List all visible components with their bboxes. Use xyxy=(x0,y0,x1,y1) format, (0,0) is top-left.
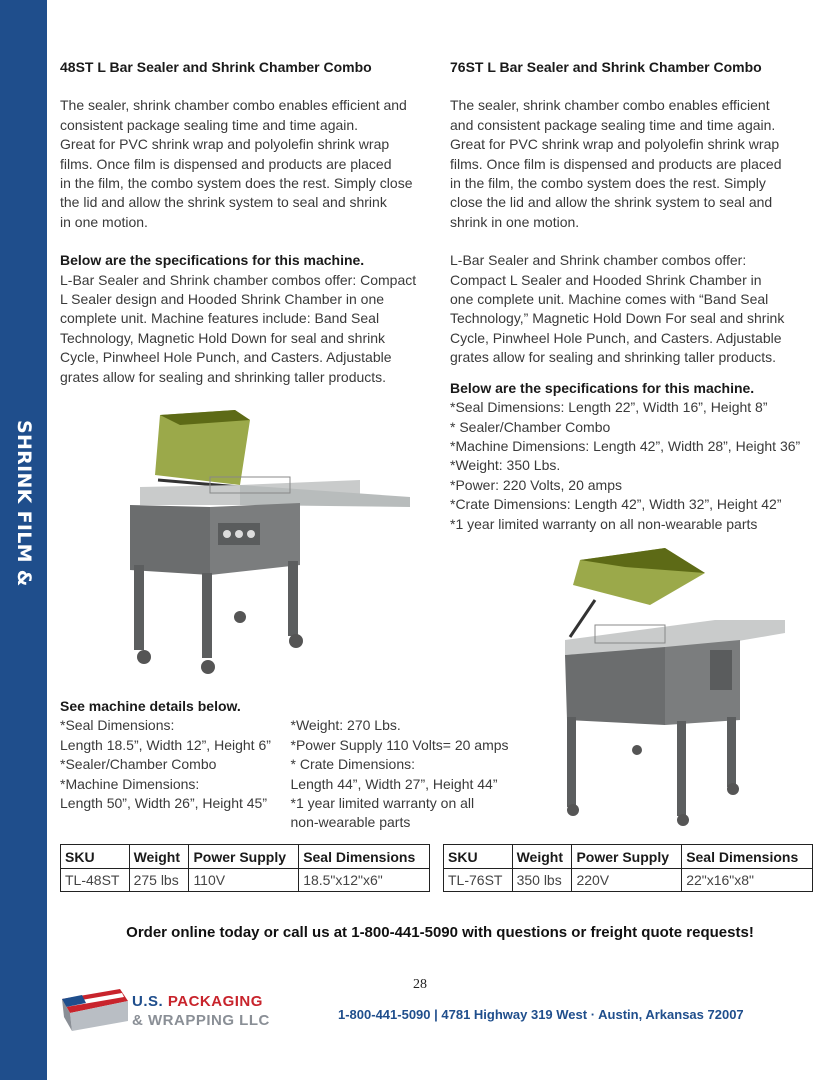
detail-line: Length 44”, Width 27”, Height 44” xyxy=(290,775,498,792)
text-line: L-Bar Sealer and Shrink chamber combos offer: Compact xyxy=(60,271,417,288)
cell-seal: 22"x16"x8" xyxy=(682,869,813,892)
machine-76st-image xyxy=(555,545,815,835)
text-line: close the lid and allow the shrink system to seal and xyxy=(450,194,773,211)
col-seal: Seal Dimensions xyxy=(299,845,430,869)
right-spec-heading: Below are the specifications for this machine. xyxy=(450,379,755,396)
cell-weight: 275 lbs xyxy=(129,869,189,892)
col-power: Power Supply xyxy=(572,845,682,869)
table-row xyxy=(444,869,813,892)
left-intro xyxy=(60,96,430,232)
text-line: Cycle, Pinwheel Hole Punch, and Casters. Adjustable xyxy=(60,349,392,366)
text-line: the lid and allow the shrink system to seal and shrink xyxy=(60,194,387,211)
detail-line: Length 50”, Width 26”, Height 45” xyxy=(60,795,268,812)
spec-line: *1 year limited warranty on all non-wearable parts xyxy=(450,515,758,532)
cell-seal: 18.5"x12"x6" xyxy=(299,869,430,892)
page-number: 28 xyxy=(413,977,427,992)
detail-line: *Power Supply 110 Volts= 20 amps xyxy=(290,736,509,753)
spec-table-48st xyxy=(60,844,430,892)
right-features xyxy=(450,251,820,367)
text-line: grates allow for sealing and shrinking taller products. xyxy=(60,368,387,385)
left-features xyxy=(60,271,430,387)
text-line: in the film, the combo system does the rest. Simply xyxy=(450,175,766,192)
col-sku: SKU xyxy=(444,845,513,869)
right-product-text xyxy=(450,58,820,534)
text-line: Technology,” Magnetic Hold Down For seal and shrink xyxy=(450,310,785,327)
logo-packaging: PACKAGING xyxy=(167,993,263,1010)
spec-line: * Sealer/Chamber Combo xyxy=(450,418,611,435)
detail-line: *Sealer/Chamber Combo xyxy=(60,756,217,773)
detail-line: *Machine Dimensions: xyxy=(60,775,200,792)
section-label: SHRINK FILM & xyxy=(13,420,35,587)
text-line: Great for PVC shrink wrap and polyolefin shrink wrap xyxy=(60,136,390,153)
text-line: Cycle, Pinwheel Hole Punch, and Casters. Adjustable xyxy=(450,329,782,346)
text-line: complete unit. Machine features include: Band Seal xyxy=(60,310,380,327)
text-line: and consistent package sealing time and time again. xyxy=(450,116,776,133)
text-line: grates allow for sealing and shrinking taller products. xyxy=(450,349,777,366)
text-line: films. Once film is dispensed and products are placed xyxy=(60,155,392,172)
text-line: Great for PVC shrink wrap and polyolefin shrink wrap xyxy=(450,136,780,153)
text-line: The sealer, shrink chamber combo enables efficient and xyxy=(60,97,407,114)
left-product-text xyxy=(60,58,430,387)
text-line: consistent package sealing time and time again. xyxy=(60,116,359,133)
col-power: Power Supply xyxy=(189,845,299,869)
left-machine-details xyxy=(60,697,520,833)
spec-line: *Seal Dimensions: Length 22”, Width 16”, Height 8” xyxy=(450,399,768,416)
company-logo xyxy=(60,985,300,1035)
spec-line: *Machine Dimensions: Length 42”, Width 28”, Height 36” xyxy=(450,437,801,454)
cell-sku: TL-76ST xyxy=(444,869,513,892)
col-weight: Weight xyxy=(512,845,572,869)
text-line: L-Bar Sealer and Shrink chamber combos offer: xyxy=(450,252,747,269)
cell-power: 220V xyxy=(572,869,682,892)
right-specs xyxy=(450,398,820,534)
text-line: Technology, Magnetic Hold Down for seal and shrink xyxy=(60,329,386,346)
detail-line: Length 18.5”, Width 12”, Height 6” xyxy=(60,736,271,753)
text-line: shrink in one motion. xyxy=(450,213,580,230)
cell-weight: 350 lbs xyxy=(512,869,572,892)
left-spec-heading: Below are the specifications for this machine. xyxy=(60,252,365,269)
text-line: films. Once film is dispensed and products are placed xyxy=(450,155,782,172)
spec-line: *Weight: 350 Lbs. xyxy=(450,457,561,474)
table-row xyxy=(61,869,430,892)
logo-line-2: & WRAPPING LLC xyxy=(132,1012,270,1029)
machine-48st-image xyxy=(100,405,430,675)
logo-us: U.S. xyxy=(132,993,164,1010)
spec-table-76st xyxy=(443,844,813,892)
text-line: in the film, the combo system does the rest. Simply close xyxy=(60,175,413,192)
spec-line: *Power: 220 Volts, 20 amps xyxy=(450,476,622,493)
detail-line: *Seal Dimensions: xyxy=(60,717,175,734)
text-line: one complete unit. Machine comes with “Band Seal xyxy=(450,291,769,308)
spec-line: *Crate Dimensions: Length 42”, Width 32”, Height 42” xyxy=(450,496,782,513)
text-line: in one motion. xyxy=(60,213,148,230)
cell-power: 110V xyxy=(189,869,299,892)
table-header-row xyxy=(61,845,430,869)
text-line: L Sealer design and Hooded Shrink Chamber in one xyxy=(60,291,385,308)
table-header-row xyxy=(444,845,813,869)
flag-box-icon xyxy=(60,985,132,1035)
detail-line: non-wearable parts xyxy=(290,814,411,831)
logo-line-1 xyxy=(132,993,263,1010)
col-sku: SKU xyxy=(61,845,130,869)
detail-line: *Weight: 270 Lbs. xyxy=(290,717,401,734)
text-line: Compact L Sealer and Hooded Shrink Chamber in xyxy=(450,271,762,288)
left-product-title: 48ST L Bar Sealer and Shrink Chamber Combo xyxy=(60,59,372,75)
details-column-2 xyxy=(291,716,521,832)
text-line: The sealer, shrink chamber combo enables efficient xyxy=(450,97,770,114)
order-callout: Order online today or call us at 1-800-441-5090 with questions or freight quote requests! xyxy=(126,924,754,941)
cell-sku: TL-48ST xyxy=(61,869,130,892)
details-column-1 xyxy=(60,716,291,832)
col-seal: Seal Dimensions xyxy=(682,845,813,869)
detail-line: * Crate Dimensions: xyxy=(290,756,415,773)
details-heading: See machine details below. xyxy=(60,698,241,714)
right-product-title: 76ST L Bar Sealer and Shrink Chamber Combo xyxy=(450,59,762,75)
col-weight: Weight xyxy=(129,845,189,869)
detail-line: *1 year limited warranty on all xyxy=(290,795,475,812)
right-intro xyxy=(450,96,820,232)
footer-contact: 1-800-441-5090 | 4781 Highway 319 West · Austin, Arkansas 72007 xyxy=(338,1007,744,1022)
